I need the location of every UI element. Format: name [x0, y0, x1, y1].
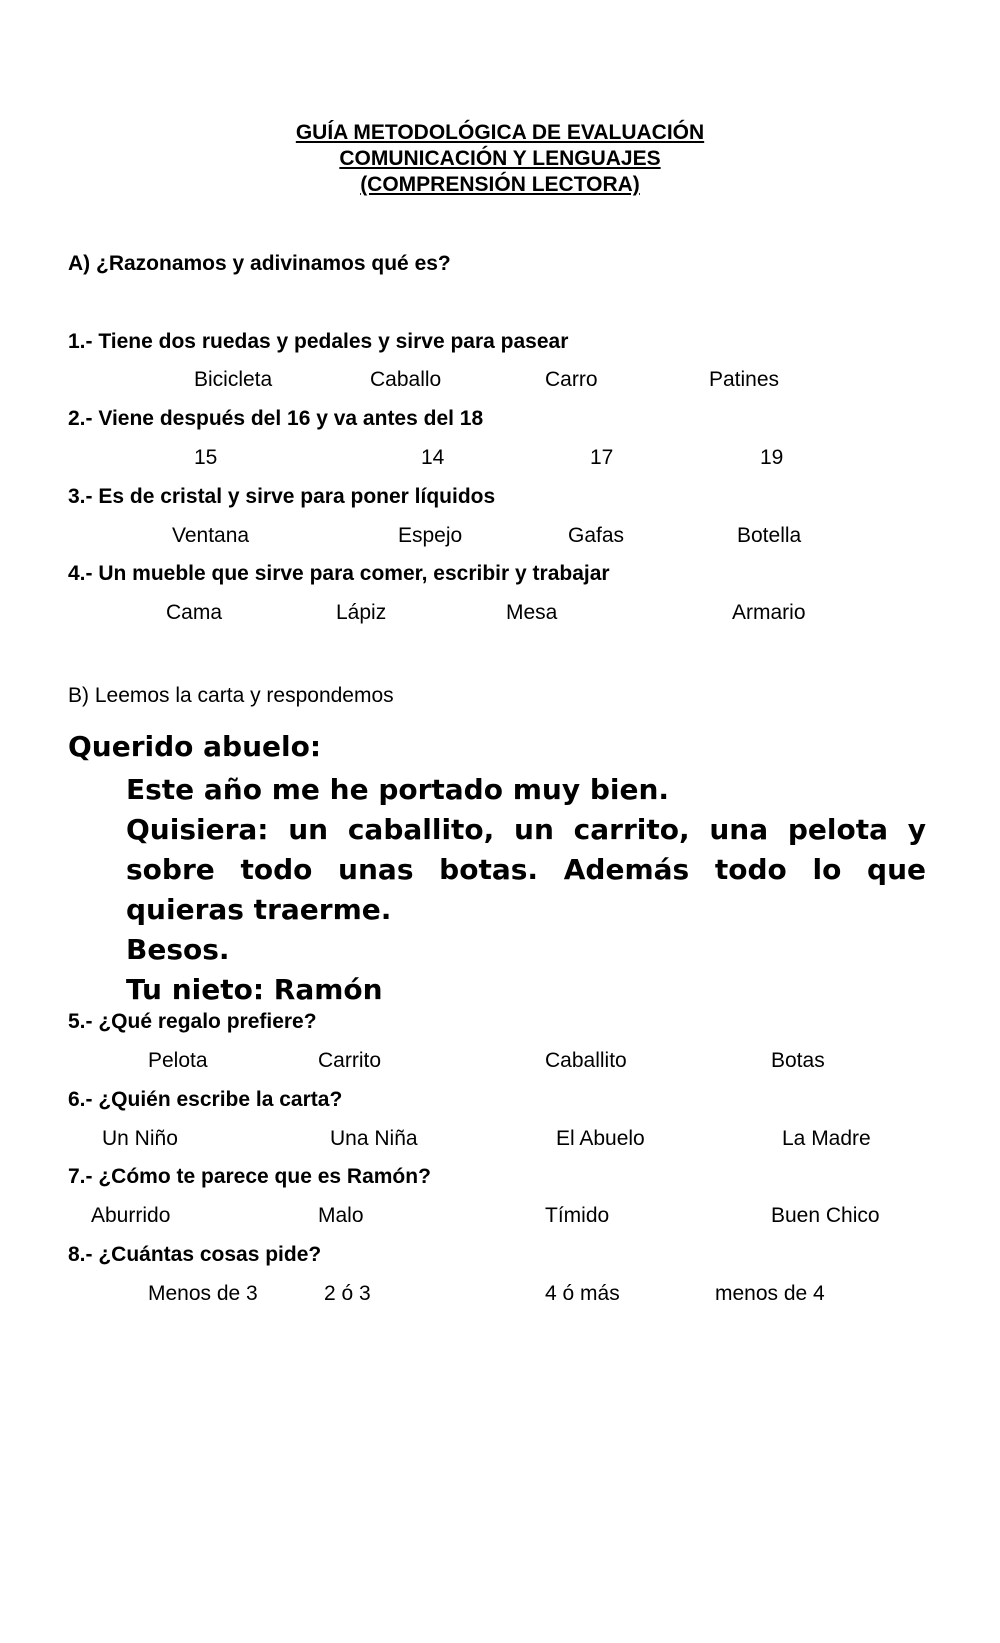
q5-option-1[interactable]: Pelota [148, 1049, 208, 1072]
q7-option-4[interactable]: Buen Chico [771, 1204, 880, 1227]
q4-option-3[interactable]: Mesa [506, 601, 558, 624]
title-line-1: GUÍA METODOLÓGICA DE EVALUACIÓN [295, 121, 705, 144]
q2-option-1[interactable]: 15 [194, 446, 218, 469]
q4-option-2[interactable]: Lápiz [336, 601, 387, 624]
q3-option-1[interactable]: Ventana [172, 524, 250, 547]
letter-line-2: Quisiera: un caballito, un carrito, una pelota y sobre todo unas botas. Además todo lo que quieras traerme. [126, 813, 926, 926]
question-2: 2.- Viene después del 16 y va antes del 18 [68, 407, 484, 430]
q6-option-1[interactable]: Un Niño [102, 1127, 178, 1150]
question-6: 6.- ¿Quién escribe la carta? [68, 1088, 343, 1111]
q1-option-4[interactable]: Patines [709, 368, 780, 391]
question-7: 7.- ¿Cómo te parece que es Ramón? [68, 1165, 431, 1188]
q2-option-2[interactable]: 14 [421, 446, 445, 469]
q5-option-2[interactable]: Carrito [318, 1049, 382, 1072]
section-a-title: A) ¿Razonamos y adivinamos qué es? [68, 252, 451, 275]
q4-option-1[interactable]: Cama [166, 601, 223, 624]
question-5: 5.- ¿Qué regalo prefiere? [68, 1010, 317, 1033]
q2-option-4[interactable]: 19 [760, 446, 784, 469]
letter-signature: Tu nieto: Ramón [126, 973, 383, 1006]
q1-option-1[interactable]: Bicicleta [194, 368, 273, 391]
q1-option-2[interactable]: Caballo [370, 368, 442, 391]
q6-option-2[interactable]: Una Niña [330, 1127, 418, 1150]
q3-option-4[interactable]: Botella [737, 524, 802, 547]
letter-line-1: Este año me he portado muy bien. [126, 773, 670, 806]
letter-line-3: Besos. [126, 933, 230, 966]
q3-option-3[interactable]: Gafas [568, 524, 625, 547]
q6-option-3[interactable]: El Abuelo [556, 1127, 645, 1150]
question-4: 4.- Un mueble que sirve para comer, escribir y trabajar [68, 562, 610, 585]
title-line-3: (COMPRENSIÓN LECTORA) [360, 173, 640, 196]
q8-option-4[interactable]: menos de 4 [715, 1282, 825, 1305]
q5-option-4[interactable]: Botas [771, 1049, 825, 1072]
letter-greeting: Querido abuelo: [68, 730, 322, 763]
question-1: 1.- Tiene dos ruedas y pedales y sirve para pasear [68, 330, 569, 353]
q7-option-2[interactable]: Malo [318, 1204, 364, 1227]
question-8: 8.- ¿Cuántas cosas pide? [68, 1243, 322, 1266]
q3-option-2[interactable]: Espejo [398, 524, 463, 547]
q7-option-3[interactable]: Tímido [545, 1204, 610, 1227]
q1-option-3[interactable]: Carro [545, 368, 598, 391]
question-3: 3.- Es de cristal y sirve para poner líquidos [68, 485, 496, 508]
q6-option-4[interactable]: La Madre [782, 1127, 871, 1150]
q8-option-2[interactable]: 2 ó 3 [324, 1282, 371, 1305]
q2-option-3[interactable]: 17 [590, 446, 614, 469]
title-line-2: COMUNICACIÓN Y LENGUAJES [339, 147, 661, 170]
q5-option-3[interactable]: Caballito [545, 1049, 627, 1072]
q8-option-3[interactable]: 4 ó más [545, 1282, 620, 1305]
letter-body [126, 770, 926, 1010]
q7-option-1[interactable]: Aburrido [91, 1204, 171, 1227]
q8-option-1[interactable]: Menos de 3 [148, 1282, 258, 1305]
section-b-title: B) Leemos la carta y respondemos [68, 684, 394, 707]
q4-option-4[interactable]: Armario [732, 601, 806, 624]
